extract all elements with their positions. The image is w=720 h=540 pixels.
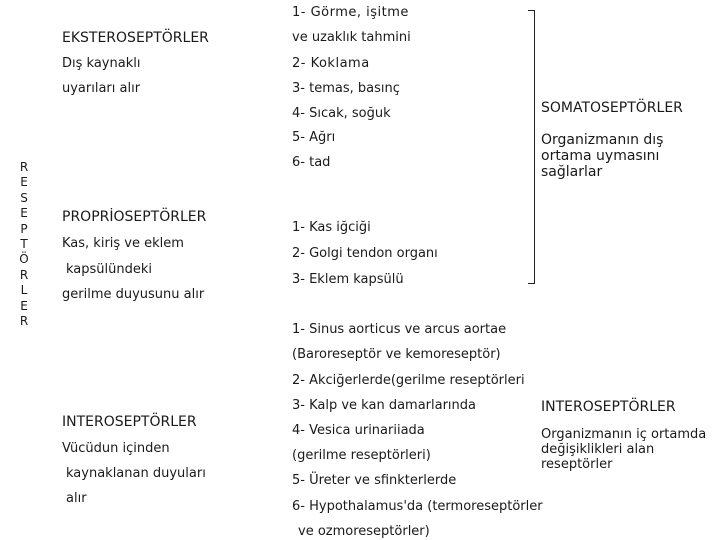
somato-title: SOMATOSEPTÖRLER: [541, 100, 683, 116]
intero-desc-line: kaynaklanan duyuları: [66, 466, 206, 481]
somato-desc: [541, 132, 663, 180]
intero-right-desc-line: reseptörler: [541, 457, 613, 472]
somato-bracket: [528, 10, 535, 284]
proprio-desc-line: kapsülündeki: [66, 262, 153, 277]
ekstero-item: 2- Koklama: [292, 56, 370, 71]
ekstero-desc-line: Dış kaynaklı: [62, 56, 141, 71]
intero-right-desc: [541, 427, 706, 472]
intero-item: 3- Kalp ve kan damarlarında: [292, 398, 476, 413]
intero-item: (Baroreseptör ve kemoreseptör): [292, 347, 501, 362]
proprio-title: PROPRİOSEPTÖRLER: [62, 209, 207, 225]
ekstero-item: 6- tad: [292, 155, 331, 170]
proprio-item: 3- Eklem kapsülü: [292, 272, 404, 287]
intero-right-desc-line: değişiklikleri alan: [541, 442, 655, 457]
intero-item: 4- Vesica urinariiada: [292, 423, 425, 438]
intero-right-desc-line: Organizmanın iç ortamda: [541, 427, 707, 442]
proprio-item: 2- Golgi tendon organı: [292, 246, 438, 261]
intero-item: 2- Akciğerlerde(gerilme reseptörleri: [292, 373, 525, 388]
intero-item: ve ozmoreseptörler): [298, 524, 430, 539]
ekstero-item: ve uzaklık tahmini: [292, 30, 411, 45]
somato-desc-line: Organizmanın dış: [541, 132, 664, 148]
intero-right-title: INTEROSEPTÖRLER: [541, 399, 676, 415]
intero-desc-line: alır: [66, 491, 87, 506]
intero-item: 6- Hypothalamus'da (termoreseptörler: [292, 499, 543, 514]
ekstero-item: 3- temas, basınç: [292, 81, 400, 96]
ekstero-item: 1- Görme, işitme: [292, 5, 409, 20]
intero-desc-line: Vücüdun içinden: [62, 441, 170, 456]
proprio-desc-line: gerilme duyusunu alır: [62, 287, 205, 302]
ekstero-title: EKSTEROSEPTÖRLER: [62, 30, 209, 46]
proprio-item: 1- Kas iğciği: [292, 220, 371, 235]
ekstero-desc-line: uyarıları alır: [62, 81, 141, 96]
intero-item: 5- Üreter ve sfinkterlerde: [292, 473, 457, 488]
ekstero-item: 5- Ağrı: [292, 130, 336, 145]
proprio-desc-line: Kas, kiriş ve eklem: [62, 236, 184, 251]
somato-desc-line: ortama uymasını: [541, 148, 660, 164]
intero-title: INTEROSEPTÖRLER: [62, 414, 197, 430]
vertical-title: RESEPTÖRLER: [19, 160, 29, 329]
intero-item: (gerilme reseptörleri): [292, 448, 431, 463]
somato-desc-line: sağlarlar: [541, 164, 603, 180]
ekstero-item: 4- Sıcak, soğuk: [292, 106, 391, 121]
intero-item: 1- Sinus aorticus ve arcus aortae: [292, 322, 507, 337]
